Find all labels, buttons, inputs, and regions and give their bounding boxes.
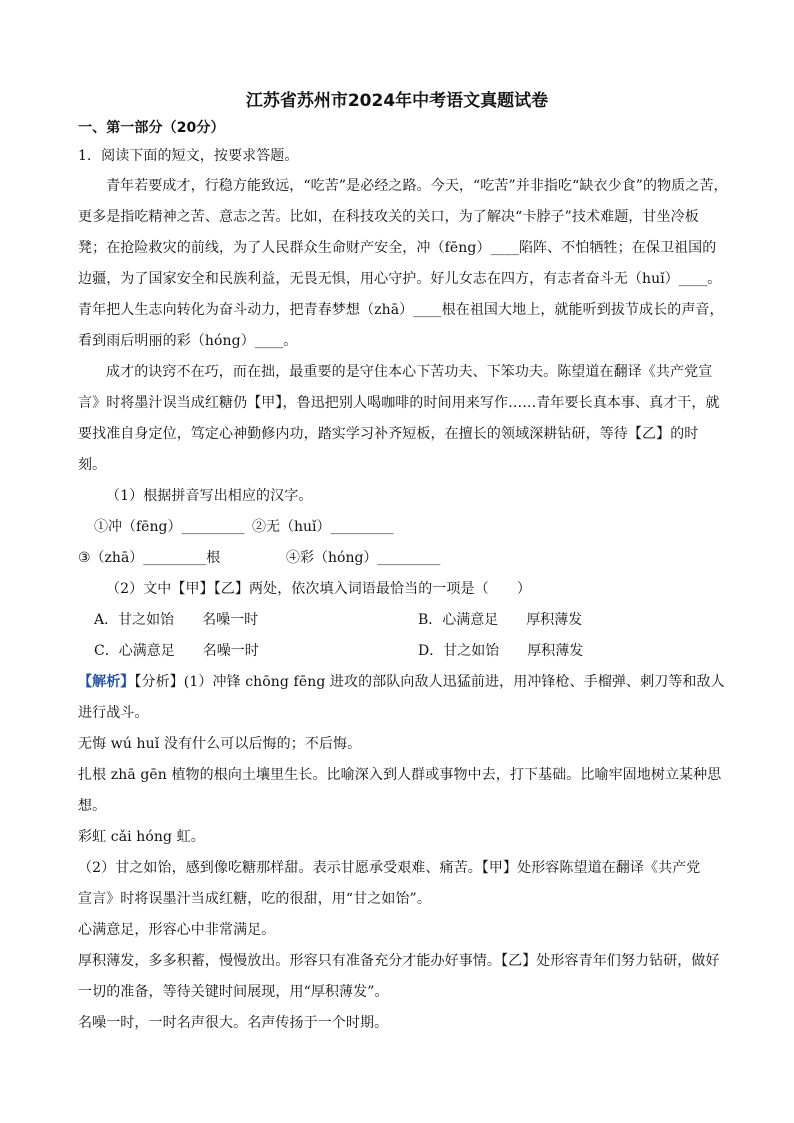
analysis-line: 名噪一时，一时名声很大。名声传扬于一个时期。 <box>78 1015 389 1031</box>
option-a: A．甘之如饴 名噪一时 <box>94 612 259 628</box>
analysis-line: 想。 <box>78 798 107 814</box>
analysis-line: 宣言》时将误墨汁当成红糖，吃的很甜，用“甘之如饴”。 <box>78 891 431 907</box>
passage-line: 青年把人生志向转化为奋斗动力，把青春梦想（zhā）____根在祖国大地上，就能听到拔节成长的声音， <box>78 302 724 318</box>
section-heading: 一、第一部分（20分） <box>78 120 225 136</box>
fill-blank-1: ①冲（fēng）_________ <box>94 519 245 535</box>
analysis-line: 心满意足，形容心中非常满足。 <box>78 922 276 938</box>
analysis-line: 一切的准备，等待关键时间展现，用“厚积薄发”。 <box>78 984 389 1000</box>
analysis-line: 厚积薄发，多多积蓄，慢慢放出。形容只有准备充分才能办好事情。【乙】处形容青年们努力钻研，做好 <box>78 953 720 969</box>
analysis-tag: 【解析】 <box>78 674 135 690</box>
passage-line: 凳；在抢险救灾的前线，为了人民群众生命财产安全，冲（fēng）____陷阵、不怕牺牲；在保卫祖国的 <box>78 240 717 256</box>
passage-line: 刻。 <box>78 457 107 473</box>
option-c: C．心满意足 名噪一时 <box>94 643 259 659</box>
subquestion-prompt: （1）根据拼音写出相应的汉字。 <box>106 488 313 504</box>
fill-blank-2: ②无（huǐ）_________ <box>252 519 394 535</box>
passage-line: 边疆，为了国家安全和民族利益，无畏无惧，用心守护。好儿女志在四方，有志者奋斗无（huǐ）____。 <box>78 271 722 287</box>
option-d: D．甘之如饴 厚积薄发 <box>418 643 584 659</box>
fill-blank-3: ③（zhā）_________根 <box>78 550 221 566</box>
passage-line: 言》时将墨汁误当成红糖仍【甲】，鲁迅把别人喝咖啡的时间用来写作……青年要长真本事、真才干，就 <box>78 395 720 411</box>
analysis-line: （2）甘之如饴，感到像吃糖那样甜。表示甘愿承受艰难、痛苦。【甲】处形容陈望道在翻译《共产党 <box>78 860 701 876</box>
passage-line: 要找准自身定位，笃定心神勤修内功，踏实学习补齐短板，在擅长的领域深耕钻研，等待【乙】的时 <box>78 426 699 442</box>
subquestion-prompt: （2）文中【甲】【乙】两处，依次填入词语最恰当的一项是（ ） <box>106 581 532 597</box>
passage-line: 更多是指吃精神之苦、意志之苦。比如，在科技攻关的关口，为了解决“卡脖子”技术难题，甘坐冷板 <box>78 209 699 225</box>
fill-blank-4: ④彩（hóng）_________ <box>286 550 441 566</box>
analysis-line: 无悔 wú huǐ 没有什么可以后悔的；不后悔。 <box>78 736 362 752</box>
question-prompt: 1．阅读下面的短文，按要求答题。 <box>78 148 299 164</box>
analysis-line <box>78 672 748 692</box>
analysis-line: 扎根 zhā gēn 植物的根向土壤里生长。比喻深入到人群或事物中去，打下基础。比喻牢固地树立某种思 <box>78 767 722 783</box>
passage-line: 成才的诀窍不在巧，而在拙，最重要的是守住本心下苦功夫、下笨功夫。陈望道在翻译《共产党宣 <box>106 364 713 380</box>
page-title: 江苏省苏州市2024年中考语文真题试卷 <box>245 91 549 111</box>
analysis-line: 彩虹 cǎi hóng 虹。 <box>78 829 205 845</box>
analysis-text: 【分析】(1）冲锋 chōng fēng 进攻的部队向敌人迅猛前进，用冲锋枪、手榴弹、刺刀等和敌人 <box>134 674 725 690</box>
passage-line: 看到雨后明丽的彩（hóng）____。 <box>78 333 298 349</box>
analysis-line: 进行战斗。 <box>78 705 149 721</box>
option-b: B．心满意足 厚积薄发 <box>418 612 583 628</box>
passage-line: 青年若要成才，行稳方能致远，“吃苦”是必经之路。今天，“吃苦”并非指吃“缺衣少食”的物质之苦， <box>106 178 728 194</box>
